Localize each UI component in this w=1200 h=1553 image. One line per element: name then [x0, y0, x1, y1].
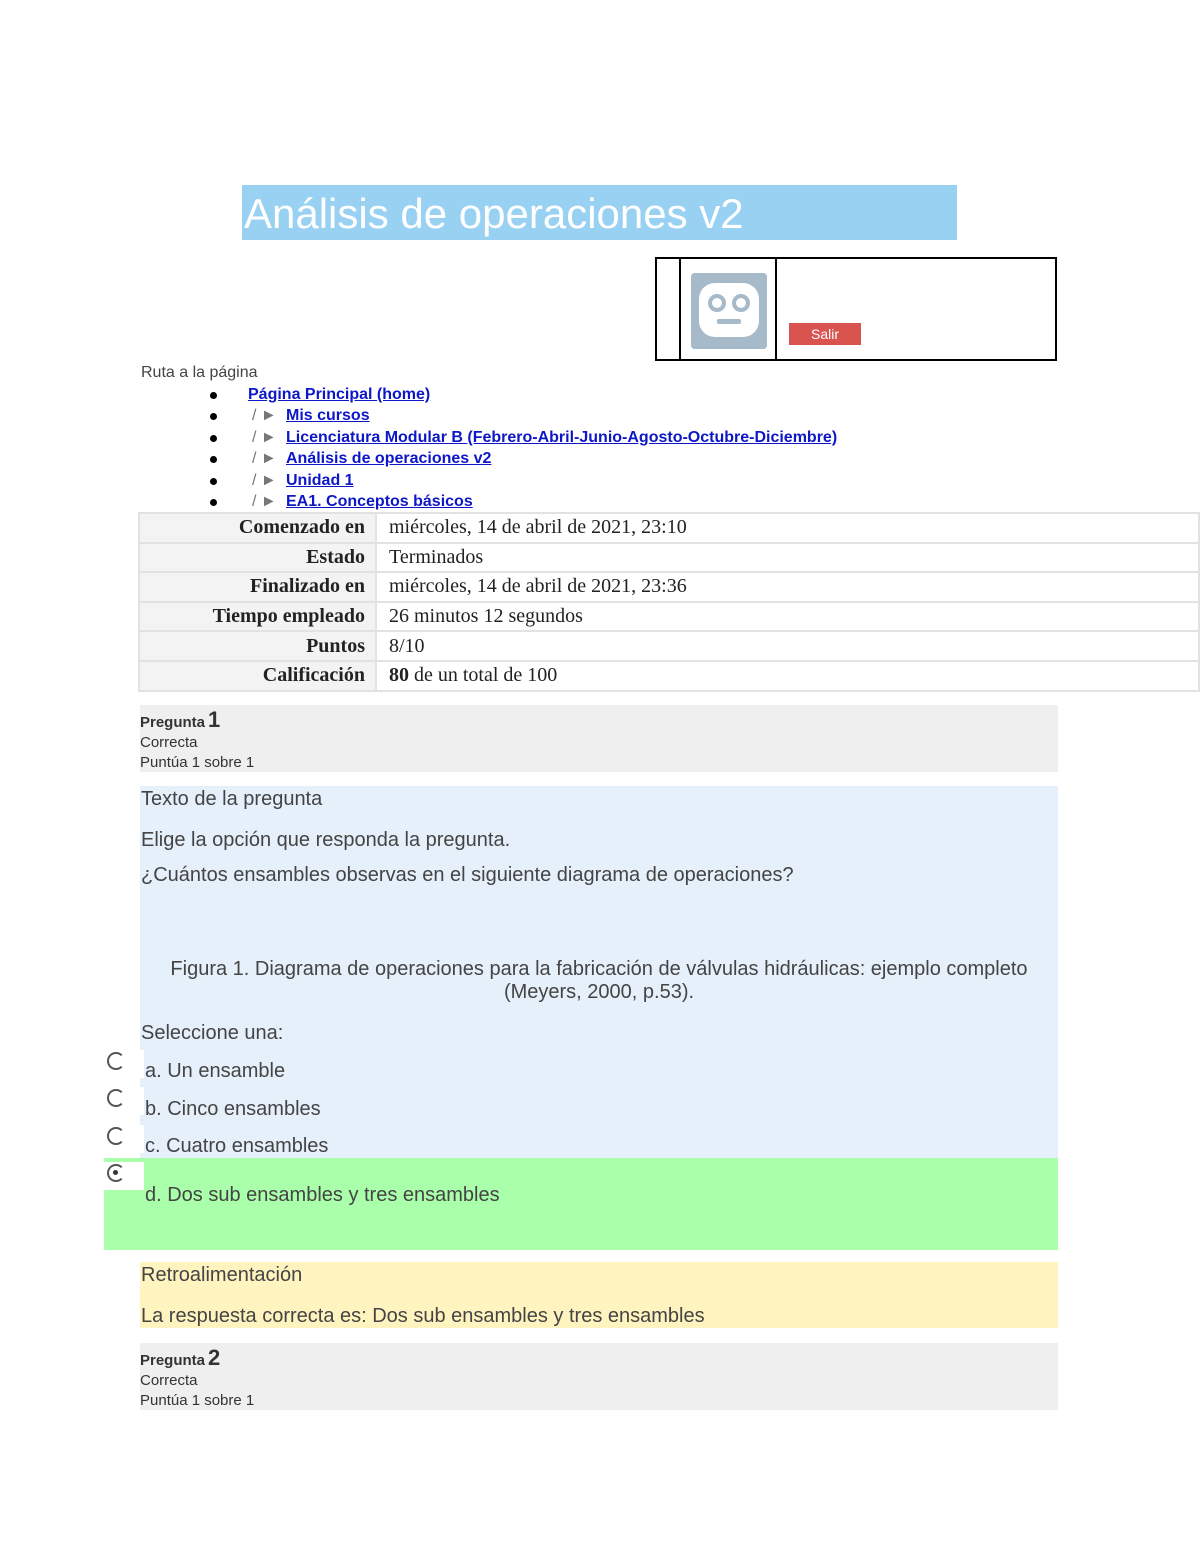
- table-row: [139, 513, 1199, 543]
- option-radio-a[interactable]: [104, 1050, 144, 1078]
- table-row: [139, 543, 1199, 573]
- breadcrumb-link-course[interactable]: Análisis de operaciones v2: [286, 450, 492, 468]
- breadcrumb-separator: / ►: [252, 492, 277, 510]
- table-row: [139, 661, 1199, 691]
- table-row: [139, 631, 1199, 661]
- attempt-summary-table: [138, 512, 1200, 692]
- summary-value: 26 minutos 12 segundos: [376, 602, 1199, 632]
- breadcrumb-link-activity[interactable]: EA1. Conceptos básicos: [286, 492, 473, 510]
- question-info: [140, 1343, 1058, 1410]
- breadcrumb-label: Ruta a la página: [141, 364, 258, 381]
- question-text: ¿Cuántos ensambles observas en el siguiente diagrama de operaciones?: [141, 864, 794, 886]
- summary-value: miércoles, 14 de abril de 2021, 23:36: [376, 572, 1199, 602]
- breadcrumb-link-home[interactable]: Página Principal (home): [248, 386, 431, 403]
- summary-key: Tiempo empleado: [139, 602, 376, 632]
- grade-value: 80: [389, 664, 409, 687]
- bullet-icon: [210, 392, 217, 399]
- option-label-b[interactable]: b. Cinco ensambles: [145, 1098, 321, 1120]
- option-radio-d[interactable]: [104, 1162, 144, 1190]
- question-state: Correcta: [140, 734, 198, 751]
- summary-value: miércoles, 14 de abril de 2021, 23:10: [376, 513, 1199, 543]
- summary-value: [376, 661, 1199, 691]
- breadcrumb-separator: / ►: [252, 428, 277, 446]
- page-title: Análisis de operaciones v2: [244, 190, 744, 237]
- summary-key: Calificación: [139, 661, 376, 691]
- option-radio-b[interactable]: [104, 1087, 144, 1115]
- question-text-header: Texto de la pregunta: [141, 788, 323, 810]
- bullet-icon: [210, 435, 217, 442]
- feedback-header: Retroalimentación: [141, 1264, 303, 1286]
- table-row: [139, 602, 1199, 632]
- radio-icon: [107, 1127, 125, 1145]
- question-grade: Puntúa 1 sobre 1: [140, 1392, 255, 1409]
- figure-caption-line: Figura 1. Diagrama de operaciones para la fabricación de válvulas hidráulicas: ejemplo completo: [170, 958, 1028, 980]
- figure-caption-line: (Meyers, 2000, p.53).: [503, 981, 695, 1003]
- summary-key: Comenzado en: [139, 513, 376, 543]
- user-menu-box: [655, 257, 1057, 361]
- question-grade: Puntúa 1 sobre 1: [140, 754, 255, 771]
- user-box-divider: [679, 259, 681, 359]
- user-box-divider: [775, 259, 777, 359]
- option-label-a[interactable]: a. Un ensamble: [145, 1060, 286, 1082]
- option-label-d[interactable]: d. Dos sub ensambles y tres ensambles: [145, 1184, 500, 1206]
- question-number: 1: [208, 707, 221, 732]
- answer-prompt: Seleccione una:: [141, 1022, 284, 1044]
- option-radio-c[interactable]: [104, 1125, 144, 1153]
- question-state: Correcta: [140, 1372, 198, 1389]
- question-instruction: Elige la opción que responda la pregunta.: [141, 829, 511, 851]
- question-info: [140, 705, 1058, 772]
- question-label: Pregunta: [140, 714, 206, 731]
- table-row: [139, 572, 1199, 602]
- breadcrumb-link-my-courses[interactable]: Mis cursos: [286, 407, 370, 425]
- radio-icon: [107, 1052, 125, 1070]
- option-label-c[interactable]: c. Cuatro ensambles: [145, 1135, 329, 1157]
- grade-total: de un total de 100: [409, 664, 558, 687]
- question-number: 2: [208, 1345, 221, 1370]
- breadcrumb-link-unit[interactable]: Unidad 1: [286, 471, 354, 489]
- question-heading: [140, 705, 1058, 733]
- breadcrumb-separator: / ►: [252, 471, 277, 489]
- bullet-icon: [210, 499, 217, 506]
- summary-value: 8/10: [376, 631, 1199, 661]
- breadcrumb-separator: / ►: [252, 407, 277, 425]
- bullet-icon: [210, 456, 217, 463]
- summary-key: Finalizado en: [139, 572, 376, 602]
- bullet-icon: [210, 413, 217, 420]
- logout-button[interactable]: Salir: [789, 323, 861, 345]
- feedback-text: La respuesta correcta es: Dos sub ensambles y tres ensambles: [141, 1305, 705, 1327]
- summary-key: Estado: [139, 543, 376, 573]
- radio-icon: [107, 1089, 125, 1107]
- question-heading: [140, 1343, 1058, 1371]
- bullet-icon: [210, 478, 217, 485]
- feedback-box: [140, 1262, 1058, 1328]
- radio-selected-dot-icon: [113, 1170, 118, 1175]
- summary-value: Terminados: [376, 543, 1199, 573]
- breadcrumb-link-program[interactable]: Licenciatura Modular B (Febrero-Abril-Junio-Agosto-Octubre-Diciembre): [286, 428, 838, 446]
- figure-caption: [140, 958, 1058, 1004]
- question-label: Pregunta: [140, 1352, 206, 1369]
- summary-key: Puntos: [139, 631, 376, 661]
- smiley-avatar-icon[interactable]: [691, 273, 767, 349]
- breadcrumb-separator: / ►: [252, 450, 277, 468]
